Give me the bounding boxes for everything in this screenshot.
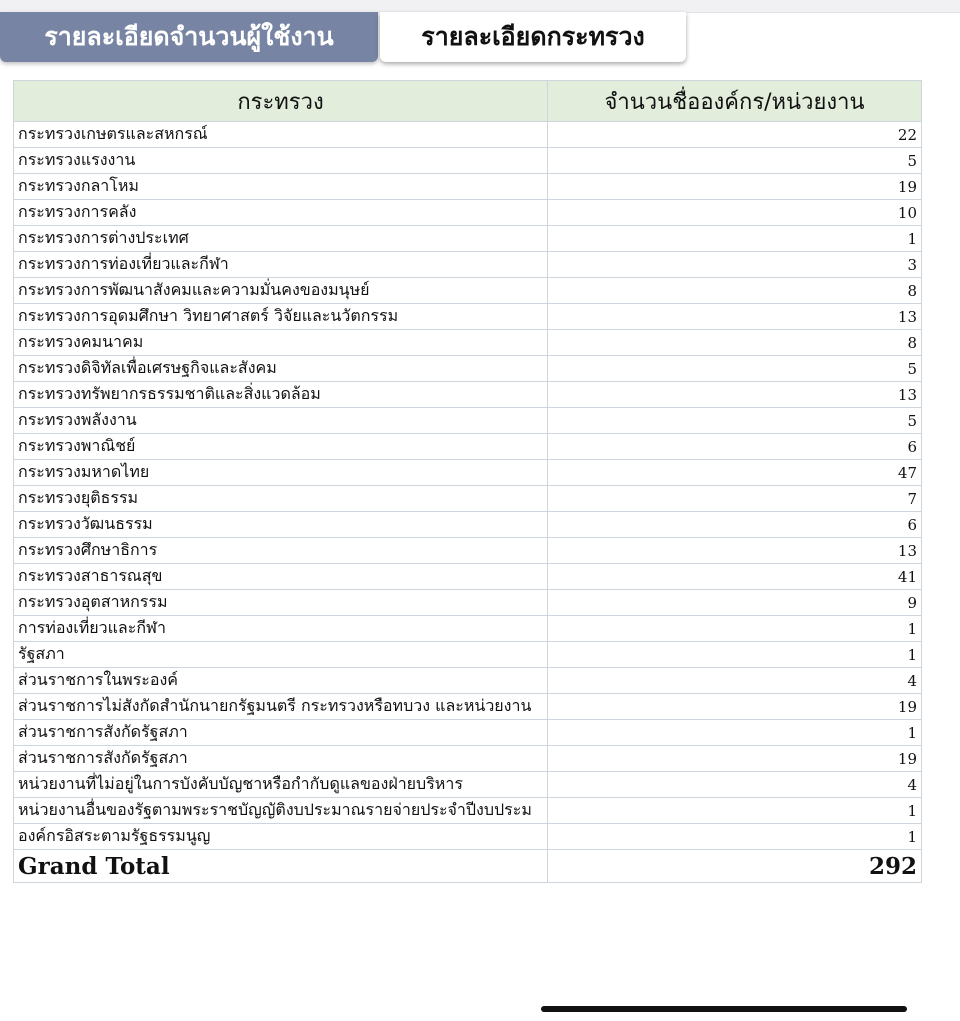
ministry-name-cell: กระทรวงพาณิชย์ (14, 434, 548, 460)
ministry-name-cell: กระทรวงทรัพยากรธรรมชาติและสิ่งแวดล้อม (14, 382, 548, 408)
ministry-name-cell: กระทรวงศึกษาธิการ (14, 538, 548, 564)
grand-total-label: Grand Total (14, 850, 548, 883)
ministry-name-cell: หน่วยงานอื่นของรัฐตามพระราชบัญญัติงบประมาณรายจ่ายประจำปีงบประม (14, 798, 548, 824)
table-row[interactable] (14, 148, 922, 174)
grand-total-row (14, 850, 922, 883)
ministry-name-cell: หน่วยงานที่ไม่อยู่ในการบังคับบัญชาหรือกำกับดูแลของฝ่ายบริหาร (14, 772, 548, 798)
org-count-cell: 6 (548, 512, 922, 538)
ministry-name-cell: กระทรวงเกษตรและสหกรณ์ (14, 122, 548, 148)
org-count-cell: 5 (548, 408, 922, 434)
org-count-cell: 8 (548, 278, 922, 304)
ministry-name-cell: ส่วนราชการสังกัดรัฐสภา (14, 720, 548, 746)
org-count-cell: 7 (548, 486, 922, 512)
org-count-cell: 47 (548, 460, 922, 486)
ministry-name-cell: ส่วนราชการสังกัดรัฐสภา (14, 746, 548, 772)
table-header-row (14, 81, 922, 122)
table-row[interactable] (14, 590, 922, 616)
table-row[interactable] (14, 538, 922, 564)
table-row[interactable] (14, 382, 922, 408)
org-count-cell: 1 (548, 616, 922, 642)
org-count-cell: 1 (548, 824, 922, 850)
table-row[interactable] (14, 798, 922, 824)
home-indicator (541, 1006, 907, 1012)
table-row[interactable] (14, 668, 922, 694)
table-row[interactable] (14, 642, 922, 668)
table-row[interactable] (14, 330, 922, 356)
org-count-cell: 9 (548, 590, 922, 616)
table-row[interactable] (14, 278, 922, 304)
org-count-cell: 22 (548, 122, 922, 148)
table-row[interactable] (14, 200, 922, 226)
ministry-name-cell: การท่องเที่ยวและกีฬา (14, 616, 548, 642)
table-row[interactable] (14, 772, 922, 798)
header-org-count: จำนวนชื่อองค์กร/หน่วยงาน (548, 81, 922, 122)
table-row[interactable] (14, 226, 922, 252)
ministry-name-cell: กระทรวงแรงงาน (14, 148, 548, 174)
tab-users-detail[interactable] (0, 12, 378, 62)
ministry-name-cell: กระทรวงดิจิทัลเพื่อเศรษฐกิจและสังคม (14, 356, 548, 382)
org-count-cell: 5 (548, 148, 922, 174)
ministry-name-cell: กระทรวงการอุดมศึกษา วิทยาศาสตร์ วิจัยและนวัตกรรม (14, 304, 548, 330)
tab-users-detail-label: รายละเอียดจำนวนผู้ใช้งาน (44, 22, 334, 51)
ministry-table (13, 80, 922, 883)
org-count-cell: 5 (548, 356, 922, 382)
org-count-cell: 4 (548, 668, 922, 694)
table-row[interactable] (14, 252, 922, 278)
org-count-cell: 6 (548, 434, 922, 460)
ministry-name-cell: กระทรวงวัฒนธรรม (14, 512, 548, 538)
ministry-name-cell: กระทรวงอุตสาหกรรม (14, 590, 548, 616)
org-count-cell: 13 (548, 538, 922, 564)
table-row[interactable] (14, 564, 922, 590)
org-count-cell: 19 (548, 694, 922, 720)
ministry-table-container (13, 80, 921, 883)
table-body (14, 122, 922, 883)
ministry-name-cell: กระทรวงกลาโหม (14, 174, 548, 200)
table-row[interactable] (14, 356, 922, 382)
org-count-cell: 19 (548, 174, 922, 200)
ministry-name-cell: องค์กรอิสระตามรัฐธรรมนูญ (14, 824, 548, 850)
org-count-cell: 13 (548, 304, 922, 330)
ministry-name-cell: กระทรวงการต่างประเทศ (14, 226, 548, 252)
table-row[interactable] (14, 408, 922, 434)
org-count-cell: 13 (548, 382, 922, 408)
org-count-cell: 41 (548, 564, 922, 590)
tab-ministry-detail-label: รายละเอียดกระทรวง (421, 22, 645, 51)
ministry-name-cell: ส่วนราชการในพระองค์ (14, 668, 548, 694)
org-count-cell: 10 (548, 200, 922, 226)
org-count-cell: 4 (548, 772, 922, 798)
table-row[interactable] (14, 512, 922, 538)
ministry-name-cell: ส่วนราชการไม่สังกัดสำนักนายกรัฐมนตรี กระทรวงหรือทบวง และหน่วยงาน (14, 694, 548, 720)
org-count-cell: 3 (548, 252, 922, 278)
ministry-name-cell: กระทรวงการท่องเที่ยวและกีฬา (14, 252, 548, 278)
org-count-cell: 1 (548, 226, 922, 252)
ministry-name-cell: กระทรวงสาธารณสุข (14, 564, 548, 590)
org-count-cell: 1 (548, 720, 922, 746)
ministry-name-cell: กระทรวงคมนาคม (14, 330, 548, 356)
org-count-cell: 8 (548, 330, 922, 356)
table-row[interactable] (14, 122, 922, 148)
tab-ministry-detail[interactable] (380, 12, 686, 62)
table-row[interactable] (14, 486, 922, 512)
table-row[interactable] (14, 304, 922, 330)
grand-total-value: 292 (548, 850, 922, 883)
table-row[interactable] (14, 720, 922, 746)
header-ministry: กระทรวง (14, 81, 548, 122)
org-count-cell: 1 (548, 798, 922, 824)
table-row[interactable] (14, 616, 922, 642)
table-row[interactable] (14, 746, 922, 772)
org-count-cell: 19 (548, 746, 922, 772)
table-row[interactable] (14, 694, 922, 720)
table-row[interactable] (14, 460, 922, 486)
table-row[interactable] (14, 174, 922, 200)
ministry-name-cell: กระทรวงการพัฒนาสังคมและความมั่นคงของมนุษย์ (14, 278, 548, 304)
ministry-name-cell: กระทรวงมหาดไทย (14, 460, 548, 486)
ministry-name-cell: รัฐสภา (14, 642, 548, 668)
ministry-name-cell: กระทรวงยุติธรรม (14, 486, 548, 512)
ministry-name-cell: กระทรวงการคลัง (14, 200, 548, 226)
table-row[interactable] (14, 434, 922, 460)
table-row[interactable] (14, 824, 922, 850)
org-count-cell: 1 (548, 642, 922, 668)
ministry-name-cell: กระทรวงพลังงาน (14, 408, 548, 434)
